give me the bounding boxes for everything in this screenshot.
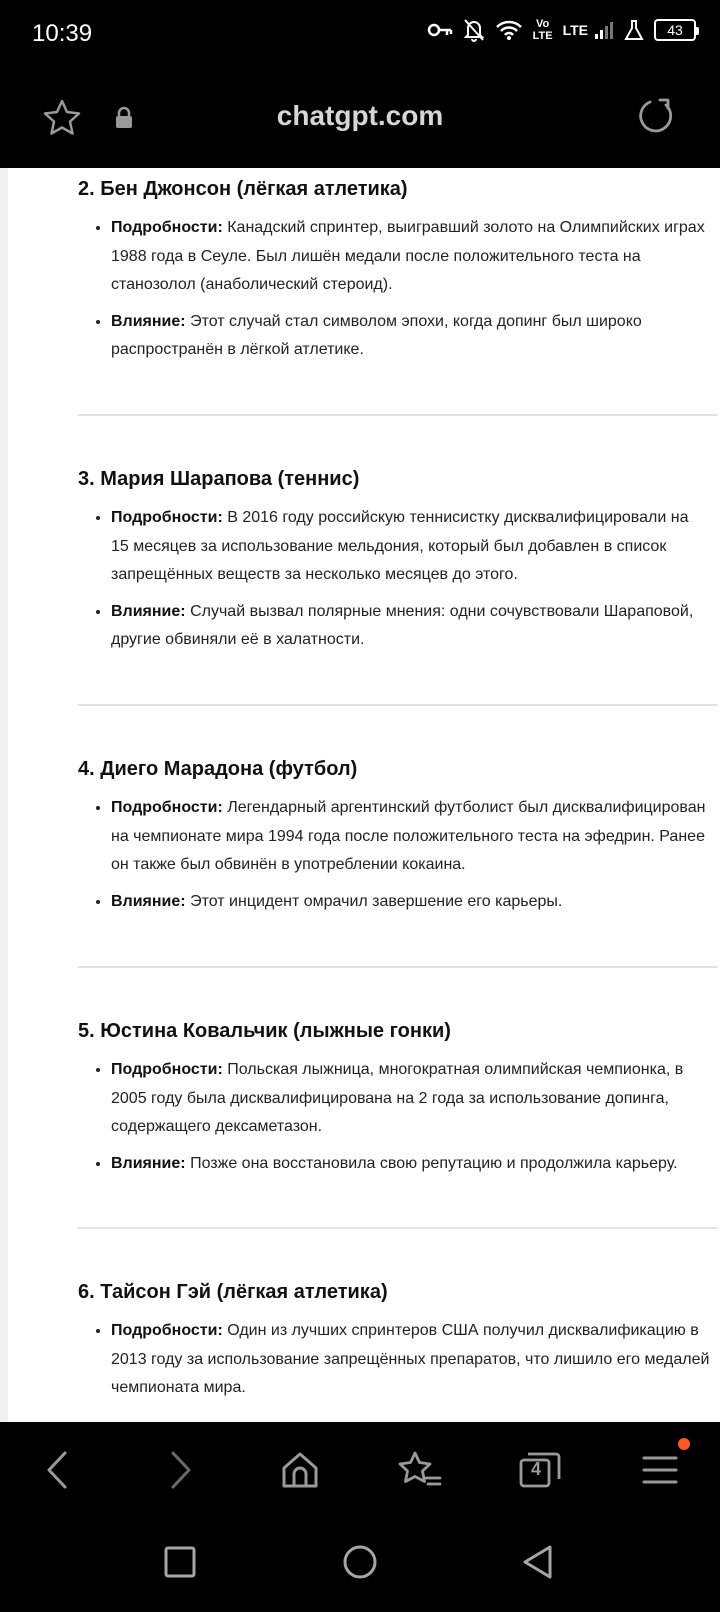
volte-top: Vo bbox=[535, 18, 550, 30]
details-list bbox=[78, 1317, 718, 1403]
forward-icon[interactable] bbox=[152, 1442, 208, 1498]
impact-text: Позже она восстановила свою репутацию и продолжила карьеру. bbox=[185, 1154, 678, 1172]
list-item bbox=[111, 504, 718, 590]
battery-icon bbox=[654, 19, 696, 41]
divider bbox=[78, 1227, 718, 1229]
browser-toolbar bbox=[0, 72, 720, 168]
wifi-icon bbox=[495, 19, 523, 41]
list-item bbox=[111, 214, 718, 300]
page-content[interactable] bbox=[0, 168, 720, 1422]
details-list bbox=[78, 794, 718, 916]
details-list bbox=[78, 1056, 718, 1178]
home-icon[interactable] bbox=[272, 1442, 328, 1498]
system-back-icon[interactable] bbox=[514, 1538, 562, 1586]
volte-bottom: LTE bbox=[532, 30, 553, 42]
status-icons bbox=[427, 18, 696, 42]
details-list bbox=[78, 504, 718, 655]
section-title: 2. Бен Джонсон (лёгкая атлетика) bbox=[78, 178, 408, 200]
recents-icon[interactable] bbox=[156, 1538, 204, 1586]
menu-icon[interactable] bbox=[632, 1442, 688, 1498]
lte-label: LTE bbox=[562, 22, 588, 38]
section-title: 4. Диего Марадона (футбол) bbox=[78, 758, 358, 780]
section-title: 5. Юстина Ковальчик (лыжные гонки) bbox=[78, 1020, 451, 1042]
details-text: Польская лыжница, многократная олимпийская чемпионка, в 2005 году была дисквалифицирована на 2 года за использование допинга, содержащего дексаметазон. bbox=[111, 1061, 684, 1135]
details-text: В 2016 году российскую теннисистку дисквалифицировали на 15 месяцев за использование мельдония, который был добавлен в список запрещённых веществ за несколько месяцев до этого. bbox=[111, 509, 689, 583]
battery-level: 43 bbox=[667, 22, 683, 38]
details-text: Канадский спринтер, выигравший золото на Олимпийских играх 1988 года в Сеуле. Был лишён медали после положительного теста на станозолол (анаболический стероид). bbox=[111, 219, 705, 293]
section-sharapova bbox=[78, 466, 718, 663]
browser-bottom-nav bbox=[0, 1422, 720, 1518]
impact-label: Влияние: bbox=[111, 892, 186, 910]
details-list bbox=[78, 214, 718, 365]
menu-notification-dot bbox=[678, 1438, 690, 1450]
details-text: Один из лучших спринтеров США получил дисквалификацию в 2013 году за использование запрещённых препаратов, что лишило его медалей чемпионата мира. bbox=[111, 1322, 710, 1396]
list-item bbox=[111, 308, 718, 365]
home-circle-icon[interactable] bbox=[336, 1538, 384, 1586]
list-item bbox=[111, 888, 718, 917]
status-time: 10:39 bbox=[32, 20, 93, 47]
details-label: Подробности: bbox=[111, 799, 223, 816]
list-item bbox=[111, 598, 718, 655]
tabs-icon[interactable] bbox=[512, 1442, 568, 1498]
list-item bbox=[111, 794, 718, 880]
key-icon bbox=[427, 20, 453, 40]
details-text: Легендарный аргентинский футболист был дисквалифицирован на чемпионате мира 1994 года после положительного теста на эфедрин. Ранее он также был обвинён в употреблении кокаина. bbox=[111, 799, 706, 873]
section-maradona bbox=[78, 756, 718, 924]
divider bbox=[78, 414, 718, 416]
section-title: 3. Мария Шарапова (теннис) bbox=[78, 468, 360, 490]
impact-text: Этот инцидент омрачил завершение его карьеры. bbox=[185, 892, 563, 910]
volte-indicator bbox=[533, 18, 553, 42]
section-kowalczyk bbox=[78, 1018, 718, 1186]
divider bbox=[78, 966, 718, 968]
details-label: Подробности: bbox=[111, 1061, 223, 1078]
reload-icon[interactable] bbox=[636, 96, 676, 141]
divider bbox=[78, 704, 718, 706]
tabs-count: 4 bbox=[531, 1459, 542, 1479]
details-label: Подробности: bbox=[111, 509, 223, 526]
system-nav-bar bbox=[0, 1518, 720, 1612]
url-field[interactable]: chatgpt.com bbox=[276, 100, 444, 131]
impact-label: Влияние: bbox=[111, 602, 186, 620]
section-ben-johnson bbox=[78, 176, 718, 373]
impact-label: Влияние: bbox=[111, 312, 186, 330]
impact-text: Случай вызвал полярные мнения: одни сочувствовали Шараповой, другие обвиняли её в халатности. bbox=[111, 602, 694, 648]
bell-off-icon bbox=[463, 18, 485, 42]
list-item bbox=[111, 1056, 718, 1142]
list-item bbox=[111, 1150, 718, 1179]
impact-text: Этот случай стал символом эпохи, когда допинг был широко распространён в лёгкой атлетике. bbox=[111, 312, 642, 358]
section-title: 6. Тайсон Гэй (лёгкая атлетика) bbox=[78, 1281, 388, 1303]
back-icon[interactable] bbox=[30, 1442, 86, 1498]
section-tyson-gay bbox=[78, 1279, 718, 1411]
status-bar bbox=[0, 0, 720, 72]
bookmarks-icon[interactable] bbox=[392, 1442, 448, 1498]
signal-icon bbox=[594, 20, 614, 40]
list-item bbox=[111, 1317, 718, 1403]
details-label: Подробности: bbox=[111, 219, 223, 236]
flask-icon bbox=[624, 19, 644, 41]
impact-label: Влияние: bbox=[111, 1154, 186, 1172]
details-label: Подробности: bbox=[111, 1322, 223, 1339]
